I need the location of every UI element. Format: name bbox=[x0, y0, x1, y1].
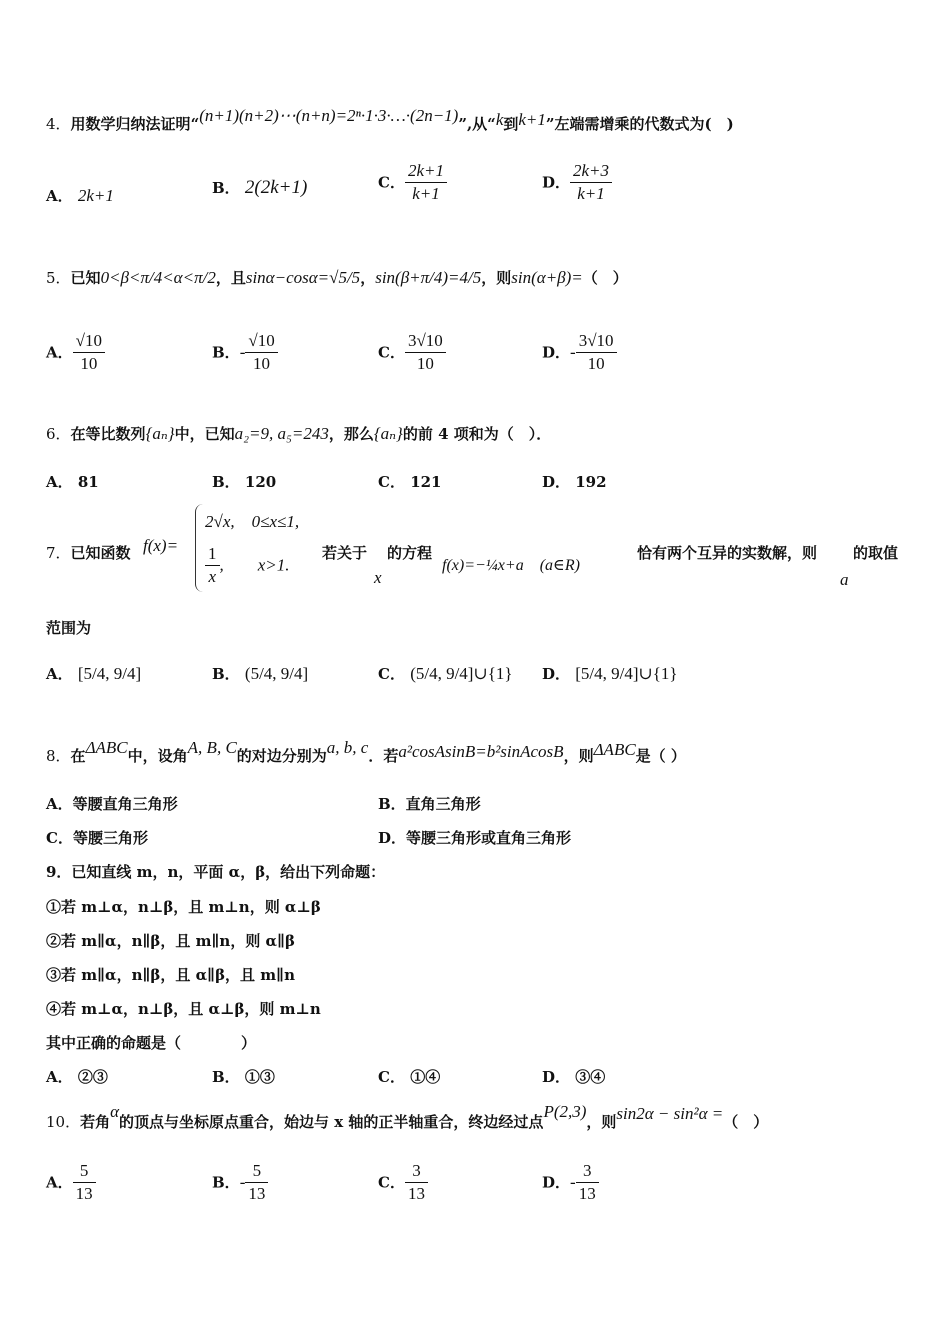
equation-expression: f(x)=−¼x+a (a∈R) bbox=[442, 557, 580, 574]
sequence-condition: a₂=9, a₅=243 bbox=[234, 424, 329, 443]
triangle: ΔABC bbox=[593, 740, 636, 759]
question-9-ask: 其中正确的命题是（ ） bbox=[46, 1034, 257, 1052]
option-value: 120 bbox=[244, 473, 277, 491]
piecewise-case-2 bbox=[205, 543, 290, 588]
target-expression: sin(α+β)= bbox=[511, 268, 583, 287]
question-number: 7． bbox=[46, 544, 71, 562]
denominator: 13 bbox=[407, 1184, 425, 1203]
fraction bbox=[576, 330, 617, 375]
fraction bbox=[570, 160, 612, 205]
option-a[interactable] bbox=[46, 664, 141, 684]
option-d[interactable] bbox=[542, 160, 612, 205]
quote-mark: “ bbox=[190, 115, 200, 133]
stem-text: 的前 4 项和为（ ）． bbox=[402, 425, 552, 443]
math-a: a bbox=[840, 570, 849, 589]
option-label: C． bbox=[378, 665, 405, 683]
denominator: 13 bbox=[248, 1184, 266, 1203]
option-value: ②③ bbox=[77, 1068, 108, 1086]
stem-text bbox=[853, 543, 898, 563]
stem-text: 中，设角 bbox=[127, 747, 188, 765]
option-label: A． bbox=[46, 187, 73, 205]
angle-condition: 0<β<π/4<α<π/2 bbox=[100, 268, 216, 287]
denominator: k+1 bbox=[412, 184, 440, 203]
angles: A, B, C bbox=[187, 738, 237, 757]
option-b[interactable] bbox=[212, 330, 278, 375]
stem-text: 的方程 bbox=[387, 544, 433, 562]
minus-sign: - bbox=[570, 342, 576, 362]
numerator: 1 bbox=[205, 543, 220, 566]
stem-text: 到 bbox=[503, 115, 519, 133]
numerator: 3√10 bbox=[405, 330, 446, 353]
option-a[interactable]: A．等腰直角三角形 bbox=[46, 795, 178, 813]
option-value: 121 bbox=[410, 473, 442, 491]
fraction bbox=[73, 1160, 96, 1205]
proposition-3: ③若 m∥α，n∥β，且 α∥β，且 m∥n bbox=[46, 966, 295, 984]
denominator: 13 bbox=[75, 1184, 93, 1203]
option-value: ③④ bbox=[575, 1068, 606, 1086]
proposition-2: ②若 m∥α，n∥β，且 m∥n，则 α∥β bbox=[46, 932, 295, 950]
question-number: 6． bbox=[46, 425, 71, 443]
fraction bbox=[245, 1160, 268, 1205]
question-9-stem: 9．已知直线 m，n，平面 α，β，给出下列命题： bbox=[46, 863, 386, 881]
option-d[interactable] bbox=[542, 664, 678, 684]
option-value: 2(2k+1) bbox=[244, 177, 308, 198]
fraction bbox=[245, 330, 277, 375]
stem-text bbox=[387, 543, 432, 563]
numerator: √10 bbox=[73, 330, 105, 353]
sequence: {aₙ} bbox=[145, 424, 175, 443]
equation-1: sinα−cosα=√5/5 bbox=[245, 268, 361, 287]
stem-text: 在等比数列 bbox=[70, 425, 146, 443]
option-b[interactable] bbox=[212, 472, 276, 492]
option-d[interactable] bbox=[542, 1067, 605, 1087]
question-4-stem bbox=[46, 106, 734, 134]
option-a[interactable] bbox=[46, 472, 99, 492]
denominator: x bbox=[208, 567, 217, 586]
numerator: 2k+1 bbox=[405, 160, 447, 183]
denominator: k+1 bbox=[577, 184, 605, 203]
option-label: A． bbox=[46, 1068, 73, 1086]
stem-text: 中，已知 bbox=[174, 425, 235, 443]
option-label: C． bbox=[378, 1068, 405, 1086]
stem-text: 在 bbox=[70, 747, 86, 765]
option-value: ①④ bbox=[410, 1068, 441, 1086]
stem-text: ，则 bbox=[563, 747, 594, 765]
option-c[interactable] bbox=[378, 664, 513, 684]
fraction bbox=[205, 543, 220, 588]
numerator: 2k+3 bbox=[570, 160, 612, 183]
stem-text: 已知函数 bbox=[70, 544, 131, 562]
option-d[interactable] bbox=[542, 472, 607, 492]
stem-text: 恰有两个互异的实数解，则 bbox=[637, 544, 818, 562]
option-label: D． bbox=[542, 473, 571, 491]
denominator: 10 bbox=[253, 354, 271, 373]
target-expression: sin2α − sin²α = bbox=[616, 1104, 724, 1123]
fraction bbox=[405, 330, 446, 375]
option-b[interactable] bbox=[212, 1160, 268, 1205]
option-label: C． bbox=[378, 343, 405, 362]
option-d[interactable] bbox=[542, 330, 617, 375]
stem-text bbox=[46, 618, 91, 638]
option-label: D． bbox=[542, 1173, 571, 1192]
variable-x bbox=[374, 568, 382, 588]
option-value: ①③ bbox=[244, 1068, 275, 1086]
numerator: 3 bbox=[576, 1160, 599, 1183]
option-b[interactable] bbox=[212, 664, 308, 684]
denominator: 10 bbox=[80, 354, 98, 373]
minus-sign: - bbox=[239, 1172, 246, 1192]
option-c[interactable] bbox=[378, 1067, 440, 1087]
proposition-4: ④若 m⊥α，n⊥β，且 α⊥β，则 m⊥n bbox=[46, 1000, 321, 1018]
option-label: B． bbox=[212, 343, 240, 362]
stem-text: 的对边分别为 bbox=[236, 747, 327, 765]
stem-text: 的顶点与坐标原点重合，始边与 x 轴的正半轴重合，终边经过点 bbox=[119, 1113, 544, 1131]
stem-text: 若角 bbox=[80, 1113, 111, 1131]
function-name bbox=[143, 536, 178, 556]
option-label: D． bbox=[542, 343, 571, 362]
function-lhs: f(x)= bbox=[143, 536, 179, 555]
stem-text: ”左端需增乘的代数式为( ) bbox=[545, 115, 734, 133]
option-label: D． bbox=[542, 1068, 571, 1086]
stem-text bbox=[637, 543, 817, 563]
question-6-stem bbox=[46, 424, 551, 444]
option-b[interactable] bbox=[212, 178, 307, 198]
answer-paren: （ ） bbox=[582, 269, 628, 287]
option-label: A． bbox=[46, 665, 73, 683]
option-label: D． bbox=[542, 173, 571, 192]
stem-text: ”,从“ bbox=[458, 115, 496, 133]
math-k-plus-1: k+1 bbox=[518, 110, 546, 129]
question-number: 8． bbox=[46, 747, 71, 765]
option-label: C． bbox=[378, 473, 405, 491]
case-condition: , x>1. bbox=[219, 555, 290, 575]
question-7-number-text bbox=[46, 543, 131, 563]
option-value: (5/4, 9/4]∪{1} bbox=[410, 664, 513, 683]
question-number: 10． bbox=[46, 1113, 81, 1131]
fraction bbox=[73, 330, 105, 375]
denominator: 13 bbox=[578, 1184, 596, 1203]
equation-2: sin(β+π/4)=4/5 bbox=[375, 268, 482, 287]
proposition-1: ①若 m⊥α，n⊥β，且 m⊥n，则 α⊥β bbox=[46, 898, 321, 916]
option-c[interactable] bbox=[378, 472, 442, 492]
option-label: B． bbox=[212, 179, 240, 197]
point-p: P(2,3) bbox=[543, 1102, 587, 1121]
case-expression: 2√x, 0≤x≤1, bbox=[205, 512, 300, 531]
variable-a bbox=[840, 570, 849, 590]
option-value: (5/4, 9/4] bbox=[244, 664, 309, 683]
option-label: A． bbox=[46, 343, 73, 362]
question-number: 5． bbox=[46, 269, 71, 287]
denominator: 10 bbox=[416, 354, 434, 373]
numerator: 3 bbox=[405, 1160, 428, 1183]
numerator: 5 bbox=[73, 1160, 96, 1183]
option-value: [5/4, 9/4]∪{1} bbox=[575, 664, 678, 683]
minus-sign: - bbox=[570, 1172, 576, 1192]
option-c[interactable]: C．等腰三角形 bbox=[46, 829, 148, 847]
question-10-stem bbox=[46, 1102, 769, 1132]
numerator: 3√10 bbox=[576, 330, 617, 353]
piecewise-case-1 bbox=[205, 512, 299, 532]
stem-text: ，且 bbox=[215, 269, 246, 287]
stem-text: ， bbox=[360, 269, 376, 287]
option-b[interactable] bbox=[212, 1067, 275, 1087]
numerator: 5 bbox=[245, 1160, 268, 1183]
angle-alpha: α bbox=[110, 1102, 120, 1121]
option-label: C． bbox=[378, 173, 405, 192]
stem-text: ，则 bbox=[481, 269, 512, 287]
option-value: 81 bbox=[77, 473, 99, 491]
question-8-stem bbox=[46, 738, 686, 766]
option-d[interactable]: D．等腰三角形或直角三角形 bbox=[378, 829, 572, 847]
option-c[interactable] bbox=[378, 330, 446, 375]
math-x: x bbox=[374, 568, 382, 587]
answer-paren: （ ） bbox=[723, 1113, 769, 1131]
sequence: {aₙ} bbox=[373, 424, 403, 443]
stem-text: 范围为 bbox=[46, 619, 92, 637]
option-a[interactable] bbox=[46, 1160, 96, 1205]
numerator: √10 bbox=[245, 330, 277, 353]
option-d[interactable] bbox=[542, 1160, 599, 1205]
stem-text: 的取值 bbox=[853, 544, 899, 562]
option-label: B． bbox=[212, 665, 240, 683]
option-label: B． bbox=[212, 1068, 240, 1086]
equation: a²cosAsinB=b²sinAcosB bbox=[398, 742, 564, 761]
option-label: D． bbox=[542, 665, 571, 683]
option-c[interactable] bbox=[378, 1160, 428, 1205]
induction-formula: (n+1)(n+2)⋯(n+n)=2ⁿ·1·3·…·(2n−1) bbox=[199, 106, 459, 125]
option-c[interactable] bbox=[378, 160, 447, 205]
fraction bbox=[405, 160, 447, 205]
option-b[interactable]: B．直角三角形 bbox=[378, 795, 481, 813]
stem-text: 若关于 bbox=[322, 544, 368, 562]
denominator: 10 bbox=[587, 354, 605, 373]
sides: a, b, c bbox=[326, 738, 369, 757]
option-a[interactable] bbox=[46, 330, 105, 375]
option-value: [5/4, 9/4] bbox=[77, 664, 142, 683]
minus-sign: - bbox=[239, 342, 246, 362]
math-k: k bbox=[495, 110, 504, 129]
option-value: 2k+1 bbox=[77, 186, 114, 205]
stem-text bbox=[322, 543, 367, 563]
fraction bbox=[576, 1160, 599, 1205]
option-value: 192 bbox=[575, 473, 607, 491]
question-number: 4． bbox=[46, 115, 71, 133]
stem-text: ，那么 bbox=[328, 425, 374, 443]
option-a[interactable] bbox=[46, 1067, 108, 1087]
option-a[interactable] bbox=[46, 186, 114, 206]
equation bbox=[442, 556, 580, 576]
option-label: B． bbox=[212, 1173, 240, 1192]
triangle: ΔABC bbox=[85, 738, 128, 757]
stem-text: 用数学归纳法证明 bbox=[70, 115, 191, 133]
option-label: A． bbox=[46, 1173, 73, 1192]
option-label: B． bbox=[212, 473, 240, 491]
stem-text: 是（ ） bbox=[635, 747, 686, 765]
stem-text: ．若 bbox=[368, 747, 399, 765]
stem-text: ，则 bbox=[586, 1113, 617, 1131]
question-5-stem bbox=[46, 268, 628, 288]
option-label: C． bbox=[378, 1173, 405, 1192]
option-label: A． bbox=[46, 473, 73, 491]
stem-text: 已知 bbox=[70, 269, 101, 287]
fraction bbox=[405, 1160, 428, 1205]
